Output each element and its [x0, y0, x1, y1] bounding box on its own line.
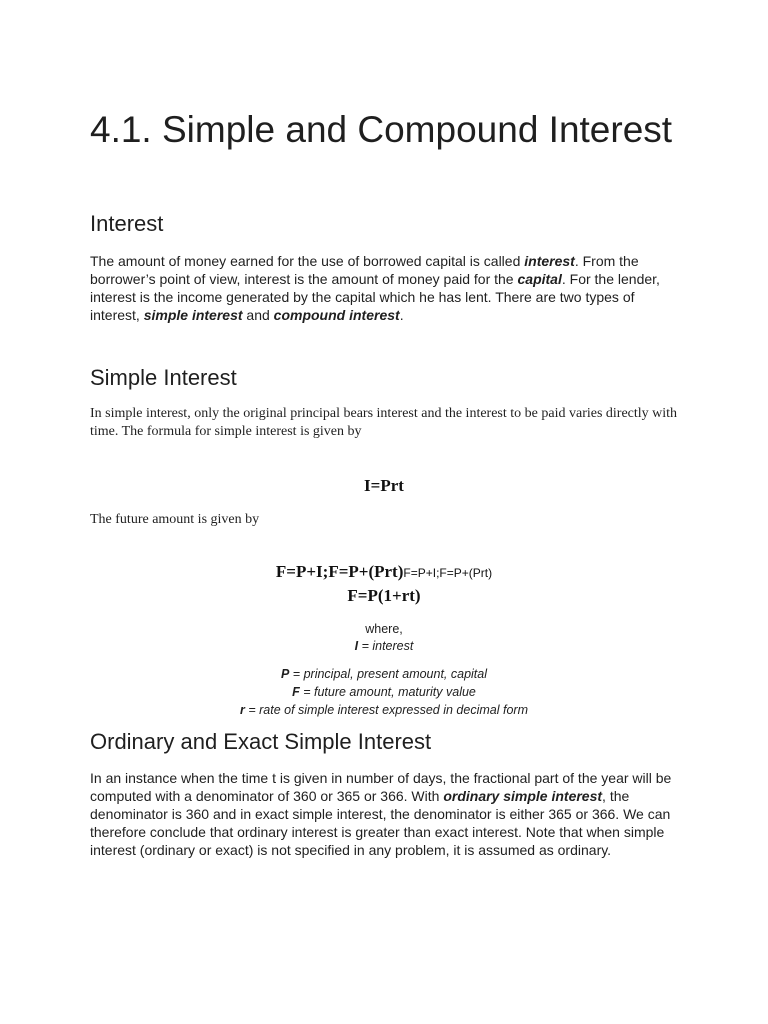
text-run: . For the lender, interest is the income generated by the capital which he has lent. There are two types of interest, — [90, 271, 660, 323]
term-simple-interest: simple interest — [143, 307, 243, 323]
definition-future — [0, 683, 768, 701]
term-compound-interest: compound interest — [273, 307, 400, 323]
simple-interest-paragraph: In simple interest, only the original principal bears interest and the interest to be paid varies directly with time. The formula for simple interest is given by — [90, 406, 678, 439]
interest-paragraph — [90, 252, 680, 324]
text-run: and — [242, 307, 274, 323]
ordinary-exact-paragraph — [90, 769, 680, 859]
definition-text: = future amount, maturity value — [299, 685, 476, 699]
formula-math: F=P+I;F=P+(Prt) — [275, 562, 404, 581]
definition-text: = rate of simple interest expressed in decimal form — [244, 703, 528, 717]
term-capital: capital — [517, 271, 562, 287]
section-heading-simple-interest: Simple Interest — [90, 365, 237, 390]
formula-future-amount-1 — [0, 562, 768, 582]
section-heading-interest: Interest — [90, 211, 164, 236]
definition-text: = principal, present amount, capital — [289, 667, 488, 681]
text-run: In an instance when the time t is given in number of days, the fractional part of the year will be computed with a denominator of 360 or 365 or 366. With — [90, 770, 672, 804]
symbol-i: I — [354, 639, 359, 653]
text-run: The amount of money earned for the use of borrowed capital is called — [90, 253, 525, 269]
definition-text: = interest — [358, 639, 414, 653]
term-interest: interest — [524, 253, 575, 269]
section-heading-ordinary-exact: Ordinary and Exact Simple Interest — [90, 729, 432, 754]
definition-principal — [0, 665, 768, 683]
formula-plain-text: F=P+I;F=P+(Prt) — [403, 566, 493, 580]
definition-interest — [0, 637, 768, 655]
symbol-p: P — [280, 667, 290, 681]
term-ordinary-simple-interest: ordinary simple interest — [443, 788, 603, 804]
symbol-r: r — [240, 703, 245, 717]
symbol-f: F — [292, 685, 300, 699]
text-run: . From the borrower’s point of view, interest is the amount of money paid for the — [90, 253, 639, 287]
text-run: . — [399, 307, 404, 323]
future-amount-text: The future amount is given by — [90, 512, 260, 527]
where-label: where, — [365, 622, 403, 636]
text-run: , the denominator is 360 and in exact simple interest, the denominator is either 365 or 366. We can therefore conclude that ordinary interest is greater than exact interest. Note that when simple interest (ordinary or exact) is not specified in any problem, it is assumed as ordinary. — [90, 788, 671, 858]
formula-simple-interest: I=Prt — [364, 476, 404, 495]
formula-future-amount-2: F=P(1+rt) — [347, 586, 421, 605]
definition-rate — [0, 701, 768, 719]
page-title: 4.1. Simple and Compound Interest — [90, 109, 673, 150]
